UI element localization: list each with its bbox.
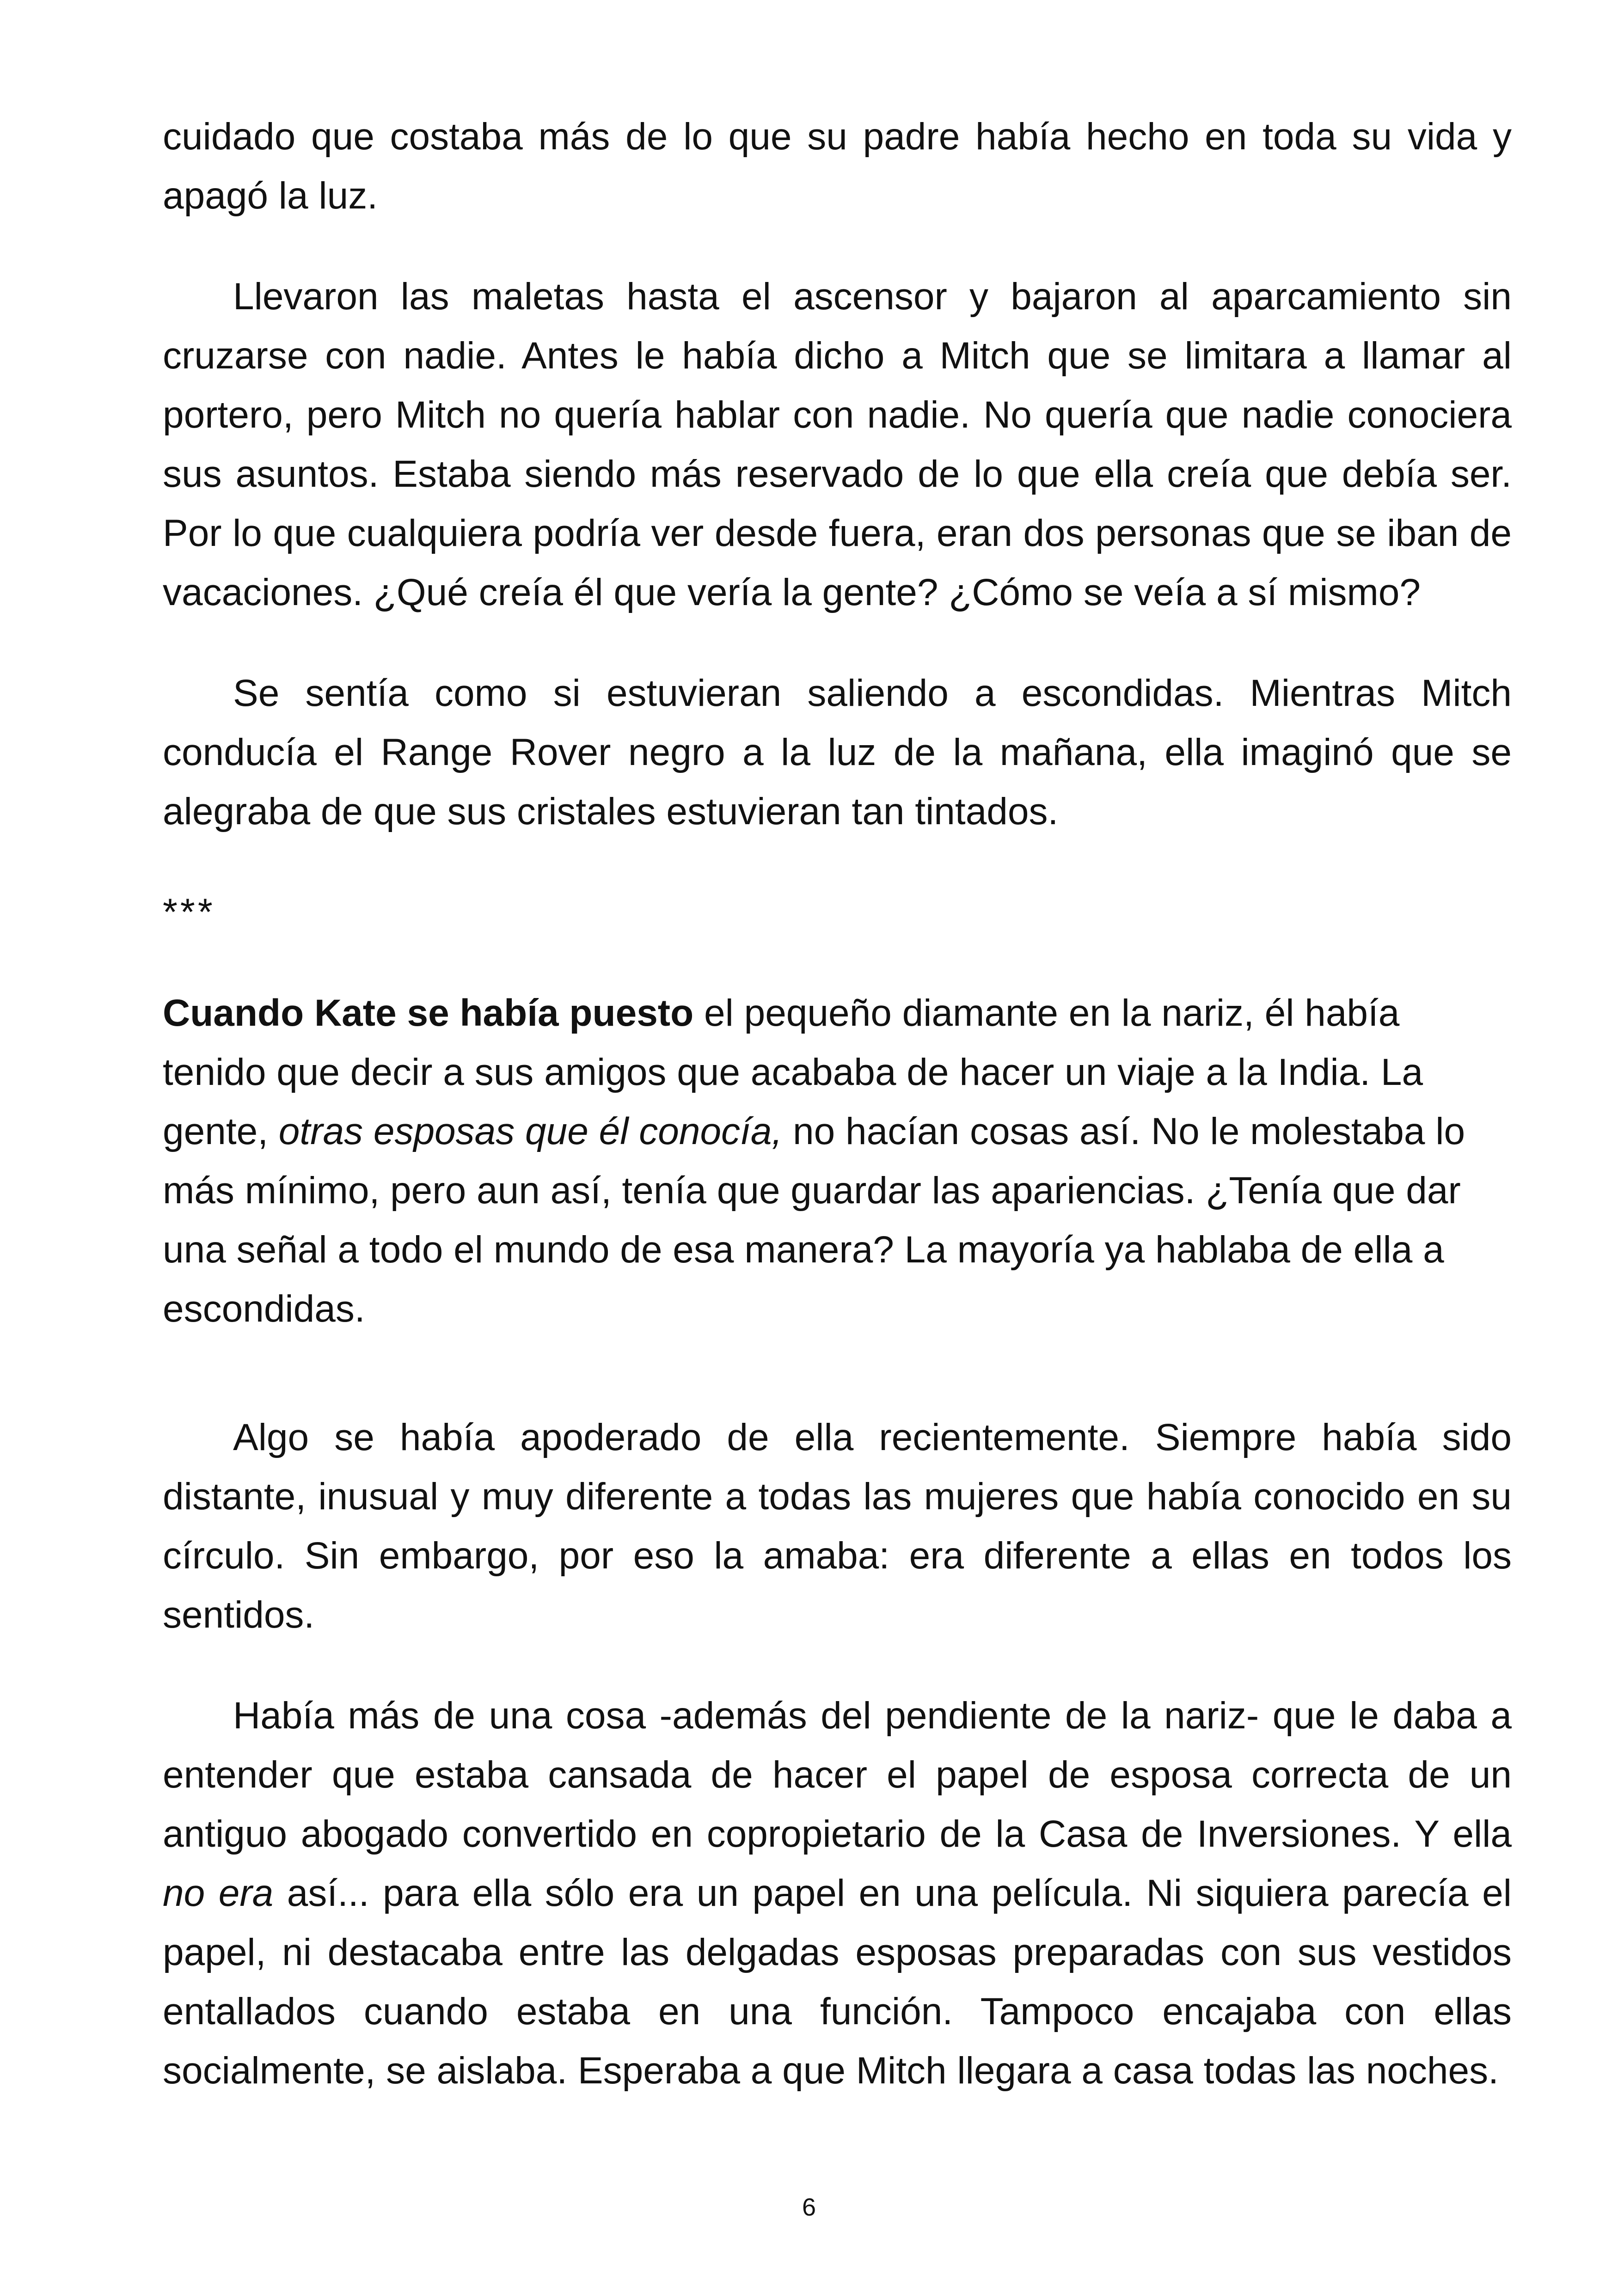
paragraph-6-text-a: Había más de una cosa -además del pendiente de la nariz- que le daba a entender que estaba cansada de hacer el papel de esposa correcta de un antiguo abogado convertido en copropietario de la Casa de Inversiones. Y ella xyxy=(163,1695,1512,1855)
paragraph-4-text-a: el pequeño diamante en la nariz, él había tenido que decir a sus amigos que acababa de hacer un viaje a la India. La gente, xyxy=(163,992,1423,1152)
paragraph-6 xyxy=(163,1686,1512,2100)
paragraph-4-text-b: no hacían cosas así. No le molestaba lo más mínimo, pero aun así, tenía que guardar las apariencias. ¿Tenía que dar una señal a todo el mundo de esa manera? La mayoría ya hablaba de ella a escondidas. xyxy=(163,1110,1465,1330)
paragraph-3: Se sentía como si estuvieran saliendo a escondidas. Mientras Mitch conducía el Range Rover negro a la luz de la mañana, ella imaginó que se alegraba de que sus cristales estuvieran tan tintados. xyxy=(163,672,1512,833)
paragraph-4 xyxy=(163,984,1512,1339)
paragraph-4-italic: otras esposas que él conocía, xyxy=(278,1110,783,1152)
page-number: 6 xyxy=(802,2193,816,2221)
section-separator: *** xyxy=(163,891,215,933)
paragraph-5: Algo se había apoderado de ella recientemente. Siempre había sido distante, inusual y muy diferente a todas las mujeres que había conocido en su círculo. Sin embargo, por eso la amaba: era diferente a ellas en todos los sentidos. xyxy=(163,1416,1512,1636)
paragraph-1: cuidado que costaba más de lo que su padre había hecho en toda su vida y apagó la luz. xyxy=(163,116,1512,217)
paragraph-2: Llevaron las maletas hasta el ascensor y bajaron al aparcamiento sin cruzarse con nadie. Antes le había dicho a Mitch que se limitara a llamar al portero, pero Mitch no quería hablar con nadie. No quería que nadie conociera sus asuntos. Estaba siendo más reservado de lo que ella creía que debía ser. Por lo que cualquiera podría ver desde fuera, eran dos personas que se iban de vacaciones. ¿Qué creía él que vería la gente? ¿Cómo se veía a sí mismo? xyxy=(163,276,1512,613)
body-text xyxy=(163,107,1512,2100)
paragraph-4-bold-lead: Cuando Kate se había puesto xyxy=(163,992,694,1034)
paragraph-6-italic: no era xyxy=(163,1872,274,1914)
paragraph-6-text-b: así... para ella sólo era un papel en una película. Ni siquiera parecía el papel, ni destacaba entre las delgadas esposas preparadas con sus vestidos entallados cuando estaba en una función. Tampoco encajaba con ellas socialmente, se aislaba. Esperaba a que Mitch llegara a casa todas las noches. xyxy=(163,1872,1512,2092)
